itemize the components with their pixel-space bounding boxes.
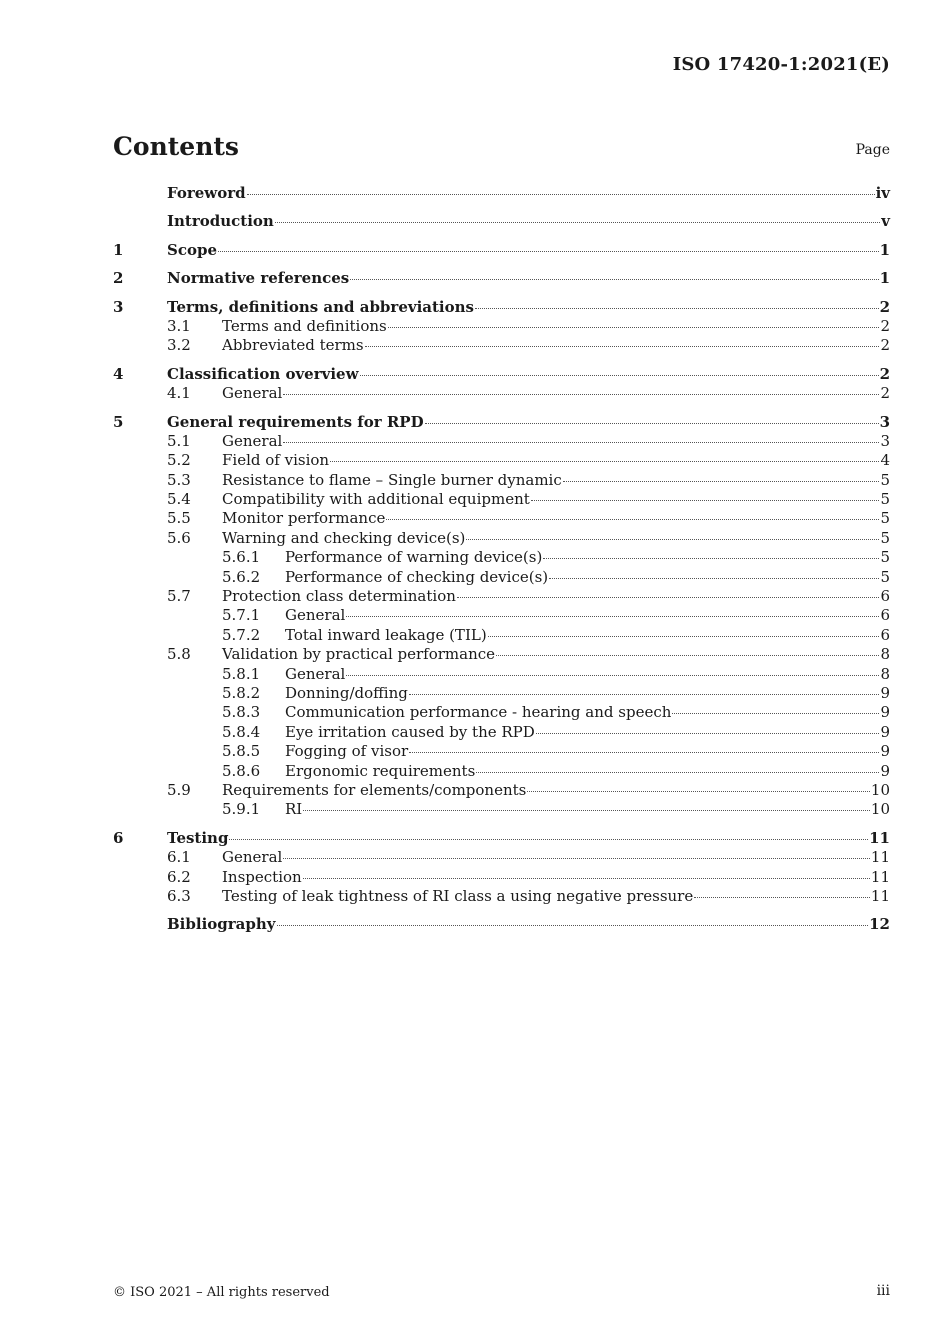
toc-entry-number: 5.8.2 — [222, 683, 261, 702]
toc-entry-page[interactable]: 8 — [880, 664, 890, 683]
toc-entry-page[interactable]: 9 — [880, 703, 890, 722]
toc-entry[interactable] — [113, 703, 890, 722]
dot-leader — [283, 857, 870, 859]
toc-entry-page[interactable]: 12 — [869, 915, 890, 934]
toc-entry[interactable] — [113, 626, 890, 645]
toc-entry-number: 5.8.3 — [222, 703, 261, 722]
toc-entry-page[interactable]: 11 — [870, 886, 890, 905]
toc-entry-title[interactable]: Compatibility with additional equipment — [222, 490, 530, 509]
toc-entry[interactable] — [113, 432, 890, 451]
toc-entry-title[interactable]: Introduction — [167, 212, 274, 231]
toc-entry-number: 5.2 — [167, 451, 191, 470]
toc-entry-title[interactable]: Communication performance - hearing and speech — [285, 703, 672, 722]
toc-entry-page[interactable]: 5 — [880, 567, 890, 586]
toc-entry-title[interactable]: Resistance to flame – Single burner dynamic — [222, 470, 562, 489]
toc-entry-title[interactable]: Scope — [167, 240, 218, 259]
toc-entry[interactable] — [113, 241, 890, 260]
dot-leader — [476, 771, 879, 773]
toc-entry-number: 3 — [113, 297, 124, 316]
dot-leader — [527, 790, 870, 792]
toc-entry-page[interactable]: 5 — [880, 528, 890, 547]
dot-leader — [388, 326, 880, 328]
toc-entry-title[interactable]: Ergonomic requirements — [285, 761, 476, 780]
toc-entry-number: 5.6.1 — [222, 548, 261, 567]
toc-entry-number: 5 — [113, 412, 124, 431]
toc-entry-page[interactable]: 2 — [879, 364, 890, 383]
toc-entry-number: 5.7 — [167, 587, 191, 606]
dot-leader — [488, 635, 880, 637]
toc-entry-number: 2 — [113, 269, 124, 288]
toc-entry-page[interactable]: 4 — [880, 451, 890, 470]
toc-entry-title[interactable]: General — [222, 848, 283, 867]
toc-entry-title[interactable]: General — [285, 664, 346, 683]
toc-entry-number: 6.2 — [167, 867, 191, 886]
dot-leader — [303, 809, 870, 811]
toc-entry-number: 5.8.5 — [222, 742, 261, 761]
toc-entry-number: 3.1 — [167, 316, 191, 335]
toc-entry-page[interactable]: 2 — [879, 297, 890, 316]
toc-entry-number: 5.8.6 — [222, 761, 261, 780]
dot-leader — [277, 924, 869, 926]
toc-entry-number: 3.2 — [167, 336, 191, 355]
toc-entry-number: 5.9.1 — [222, 800, 261, 819]
toc-entry[interactable] — [113, 298, 890, 317]
toc-entry-page[interactable]: 11 — [869, 828, 890, 847]
dot-leader — [283, 441, 879, 443]
dot-leader — [360, 374, 879, 376]
toc-entry[interactable] — [113, 781, 890, 800]
toc-entry[interactable] — [113, 451, 890, 470]
toc-entry-page[interactable]: 3 — [879, 412, 890, 431]
dot-leader — [346, 674, 879, 676]
toc-entry-number: 4.1 — [167, 384, 191, 403]
toc-entry-number: 5.6.2 — [222, 567, 261, 586]
page-number: iii — [876, 1283, 890, 1299]
dot-leader — [350, 278, 878, 280]
toc-entry-title[interactable]: Inspection — [222, 867, 302, 886]
toc-entry-number: 6.1 — [167, 848, 191, 867]
document-code: ISO 17420-1:2021(E) — [672, 54, 890, 75]
toc-entry-title[interactable]: Normative references — [167, 269, 350, 288]
dot-leader — [409, 751, 879, 753]
toc-entry-title[interactable]: Validation by practical performance — [222, 645, 496, 664]
toc-entry-number: 1 — [113, 240, 124, 259]
toc-entry-page[interactable]: 6 — [880, 587, 890, 606]
toc-entry-number: 5.9 — [167, 780, 191, 799]
toc-entry-number: 5.7.2 — [222, 625, 261, 644]
toc-entry[interactable] — [113, 548, 890, 567]
toc-entry[interactable] — [113, 212, 890, 231]
toc-entry-page[interactable]: 11 — [870, 867, 890, 886]
toc-entry-number: 5.8.1 — [222, 664, 261, 683]
dot-leader — [275, 221, 880, 223]
toc-entry-page[interactable]: 5 — [880, 470, 890, 489]
toc-entry-title[interactable]: Bibliography — [167, 915, 276, 934]
toc-entry-page[interactable]: 5 — [880, 548, 890, 567]
toc-entry-title[interactable]: General requirements for RPD — [167, 412, 424, 431]
toc-entry-page[interactable]: 1 — [879, 240, 890, 259]
table-of-contents — [113, 184, 890, 935]
toc-entry[interactable] — [113, 915, 890, 934]
dot-leader — [496, 654, 879, 656]
toc-entry[interactable] — [113, 723, 890, 742]
dot-leader — [457, 596, 880, 598]
toc-entry-page[interactable]: 9 — [880, 683, 890, 702]
dot-leader — [229, 838, 868, 840]
toc-entry-title[interactable]: General — [222, 384, 283, 403]
dot-leader — [386, 518, 879, 520]
toc-entry[interactable] — [113, 762, 890, 781]
toc-entry-page[interactable]: 1 — [879, 269, 890, 288]
dot-leader — [365, 345, 880, 347]
dot-leader — [247, 193, 875, 195]
toc-entry-title[interactable]: Total inward leakage (TIL) — [285, 625, 487, 644]
toc-entry-number: 5.7.1 — [222, 606, 261, 625]
page-column-label: Page — [855, 142, 890, 158]
toc-entry-page[interactable]: 5 — [880, 490, 890, 509]
toc-entry-number: 5.3 — [167, 470, 191, 489]
dot-leader — [543, 557, 879, 559]
toc-entry-title[interactable]: General — [222, 431, 283, 450]
toc-entry-title[interactable]: Donning/doffing — [285, 683, 408, 702]
toc-entry[interactable] — [113, 587, 890, 606]
dot-leader — [672, 712, 879, 714]
toc-entry[interactable] — [113, 684, 890, 703]
contents-heading: Contents — [113, 132, 240, 161]
toc-entry-page[interactable]: 9 — [880, 742, 890, 761]
toc-entry[interactable] — [113, 742, 890, 761]
toc-entry-page[interactable]: 10 — [870, 800, 890, 819]
dot-leader — [346, 615, 879, 617]
toc-entry-number: 5.6 — [167, 528, 191, 547]
toc-entry-number: 4 — [113, 364, 124, 383]
toc-entry[interactable] — [113, 471, 890, 490]
toc-entry[interactable] — [113, 184, 890, 203]
toc-entry[interactable] — [113, 868, 890, 887]
toc-entry[interactable] — [113, 269, 890, 288]
toc-entry-number: 5.4 — [167, 490, 191, 509]
toc-entry-title[interactable]: Classification overview — [167, 364, 359, 383]
toc-entry-title[interactable]: Abbreviated terms — [222, 336, 364, 355]
toc-entry-title[interactable]: Terms and definitions — [222, 316, 387, 335]
toc-entry-page[interactable]: 6 — [880, 625, 890, 644]
toc-entry-page[interactable]: 2 — [880, 336, 890, 355]
dot-leader — [330, 460, 879, 462]
toc-entry-title[interactable]: Eye irritation caused by the RPD — [285, 722, 535, 741]
dot-leader — [425, 422, 879, 424]
toc-entry[interactable] — [113, 490, 890, 509]
dot-leader — [475, 307, 879, 309]
toc-entry-title[interactable]: RI — [285, 800, 303, 819]
dot-leader — [466, 538, 879, 540]
toc-entry-page[interactable]: 5 — [880, 509, 890, 528]
toc-entry-page[interactable]: 11 — [870, 848, 890, 867]
toc-entry-title[interactable]: Monitor performance — [222, 509, 386, 528]
toc-entry-title[interactable]: Requirements for elements/components — [222, 780, 527, 799]
toc-entry[interactable] — [113, 336, 890, 355]
dot-leader — [563, 480, 880, 482]
toc-entry[interactable] — [113, 848, 890, 867]
dot-leader — [218, 250, 879, 252]
toc-entry-title[interactable]: Protection class determination — [222, 587, 456, 606]
toc-entry-title[interactable]: General — [285, 606, 346, 625]
toc-entry-number: 5.8 — [167, 645, 191, 664]
toc-entry-title[interactable]: Fogging of visor — [285, 742, 409, 761]
toc-entry[interactable] — [113, 509, 890, 528]
toc-entry[interactable] — [113, 665, 890, 684]
toc-entry[interactable] — [113, 606, 890, 625]
toc-entry-title[interactable]: Warning and checking device(s) — [222, 528, 466, 547]
toc-entry-title[interactable]: Foreword — [167, 184, 246, 202]
toc-entry[interactable] — [113, 365, 890, 384]
toc-entry-title[interactable]: Testing of leak tightness of RI class a using negative pressure — [222, 886, 694, 905]
toc-entry[interactable] — [113, 645, 890, 664]
toc-entry-title[interactable]: Performance of checking device(s) — [285, 567, 549, 586]
toc-entry-page[interactable]: 9 — [880, 722, 890, 741]
copyright-notice: © ISO 2021 – All rights reserved — [113, 1285, 330, 1300]
toc-entry-title[interactable]: Testing — [167, 828, 229, 847]
toc-entry-number: 6 — [113, 828, 124, 847]
toc-entry-page[interactable]: 2 — [880, 316, 890, 335]
toc-entry-number: 5.5 — [167, 509, 191, 528]
dot-leader — [549, 577, 879, 579]
toc-entry-number: 5.8.4 — [222, 722, 261, 741]
toc-entry-page[interactable]: v — [881, 212, 890, 231]
dot-leader — [536, 732, 880, 734]
toc-entry-page[interactable]: 2 — [880, 384, 890, 403]
dot-leader — [303, 877, 870, 879]
toc-entry[interactable] — [113, 529, 890, 548]
toc-entry-page[interactable]: 6 — [880, 606, 890, 625]
toc-entry[interactable] — [113, 829, 890, 848]
toc-entry-number: 6.3 — [167, 886, 191, 905]
toc-entry-page[interactable]: 9 — [880, 761, 890, 780]
dot-leader — [531, 499, 880, 501]
toc-entry[interactable] — [113, 568, 890, 587]
toc-entry-title[interactable]: Terms, definitions and abbreviations — [167, 297, 474, 316]
toc-entry-title[interactable]: Field of vision — [222, 451, 330, 470]
toc-entry-page[interactable]: 3 — [880, 431, 890, 450]
toc-entry-page[interactable]: 8 — [880, 645, 890, 664]
dot-leader — [694, 896, 870, 898]
toc-entry-page[interactable]: 10 — [870, 780, 890, 799]
toc-entry-number: 5.1 — [167, 431, 191, 450]
toc-entry[interactable] — [113, 413, 890, 432]
toc-entry[interactable] — [113, 800, 890, 819]
toc-entry[interactable] — [113, 317, 890, 336]
dot-leader — [409, 693, 880, 695]
toc-entry[interactable] — [113, 887, 890, 906]
dot-leader — [283, 393, 879, 395]
toc-entry-page[interactable]: iv — [875, 184, 890, 202]
toc-entry-title[interactable]: Performance of warning device(s) — [285, 548, 543, 567]
toc-entry[interactable] — [113, 384, 890, 403]
